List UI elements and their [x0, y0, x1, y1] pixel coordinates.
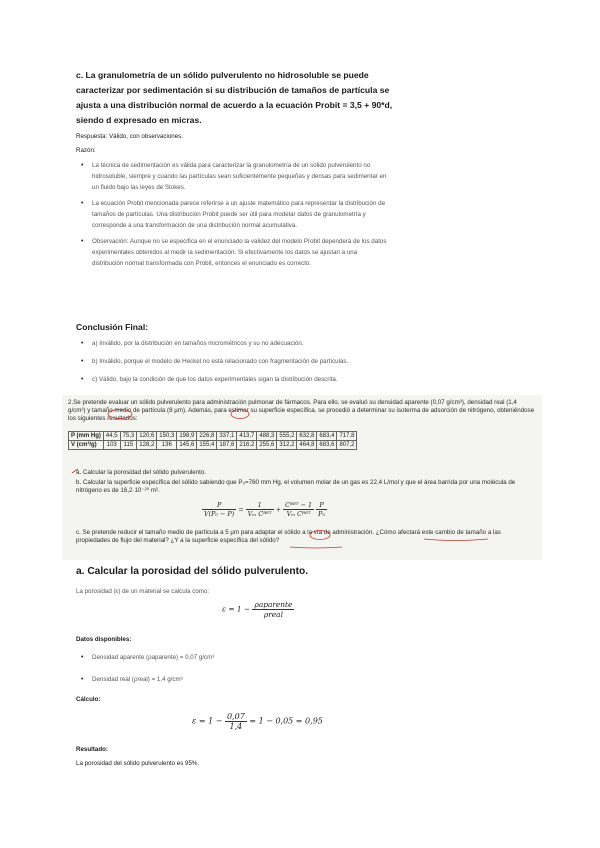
table-cell: 187,6 [217, 441, 237, 450]
bet-equals: = [238, 505, 244, 514]
bet-term2-fraction: $\frac{\text{Cᴮᴱᵀ − 1}}{\text{Vₘ Cᴮᴱᵀ}}$ [285, 501, 313, 518]
table-cell: 150,3 [157, 432, 177, 441]
table-cell: 632,8 [297, 432, 317, 441]
table-header-pressure: P (mm Hg) [69, 432, 104, 441]
conclusion-item: • c) Válido, bajo la condición de que los datos experimentales sigan la distribución descrita. [78, 374, 388, 385]
conclusion-list [78, 338, 388, 392]
table-cell: 807,2 [337, 441, 357, 450]
red-circle-size-mark [231, 410, 249, 419]
bet-plus: + [275, 505, 282, 514]
red-circle-density-mark [108, 410, 132, 419]
formula-fraction: $\frac{\text{ρaparente}}{\text{ρreal}}$ [254, 600, 293, 619]
table-cell: 255,6 [257, 441, 277, 450]
table-cell: 683,4 [317, 432, 337, 441]
reason-bullet-list [78, 160, 388, 274]
table-cell: 413,7 [237, 432, 257, 441]
result-text: La porosidad del sólido pulverulento es 95%. [76, 760, 200, 767]
data-item: • Densidad aparente (ρaparente) = 0,07 g/cm³ [78, 652, 378, 663]
calc-rhs: = 1 − 0,05 = 0,95 [249, 716, 323, 726]
answer-line: Respuesta: Válido, con observaciones. [76, 133, 183, 140]
table-cell: 103 [103, 441, 120, 450]
red-underline-mark-2 [290, 547, 342, 548]
table-cell: 136 [157, 441, 177, 450]
table-cell: 464,8 [297, 441, 317, 450]
table-cell: 337,1 [217, 432, 237, 441]
data-label: Datos disponibles: [76, 636, 132, 643]
calc-fraction: $\frac{0,07}{1,4}$ [226, 712, 245, 731]
reason-bullet: • Observación: Aunque no se especifica en el enunciado la validez del modelo Probit dependerá de los datos experimentales obtenidos al medir la sedimentación. Si efectivamente los datos se ajustan a una distribución normal transformada con Probit, entonces el enunciado es correcto. [78, 236, 388, 269]
table-cell: 128,2 [137, 441, 157, 450]
reason-bullet: • La técnica de sedimentación es válida para caracterizar la granulometría de un sólido pulverulento no hidrosoluble, siempre y cuando las partículas sean suficientemente pequeñas y densas para sedimentar en un fluido bajo las leyes de Stokes. [78, 160, 388, 193]
red-tick-mark [72, 469, 78, 473]
bet-term2-ratio: $\frac{P}{\text{P₀}}$ [318, 501, 326, 518]
part-a-heading: a. Calcular la porosidad del sólido pulverulento. [76, 566, 309, 577]
data-list [78, 652, 378, 690]
data-item: • Densidad real (ρreal) = 1,4 g/cm³ [78, 674, 378, 685]
calc-lhs: ε = 1 − [192, 716, 223, 726]
porosity-calculation [192, 712, 323, 731]
red-circle-5um-mark [310, 531, 330, 540]
conclusion-item: • b) Inválido, porque el modelo de Heckel no está relacionado con fragmentación de partículas. [78, 356, 388, 367]
table-cell: 488,3 [257, 432, 277, 441]
porosity-formula [222, 600, 294, 619]
item-b-text: b. Calcular la superficie específica del sólido sabiendo que P₀=760 mm Hg, el volumen molar de un gas es 22,4 L/mol y que el área barrida por una molécula de nitrógeno es de 16,2·10⁻²⁰ m². [76, 479, 516, 494]
table-cell: 44,5 [103, 432, 120, 441]
table-cell: 75,3 [120, 432, 137, 441]
table-cell: 683,6 [317, 441, 337, 450]
handwritten-marks [62, 395, 542, 560]
formula-lhs: ε = 1 − [222, 604, 251, 614]
table-cell: 717,8 [337, 432, 357, 441]
table-cell: 198,9 [177, 432, 197, 441]
conclusion-title: Conclusión Final: [76, 322, 149, 332]
question-c-title: c. La granulometría de un sólido pulverulento no hidrosoluble se puede caracterizar por sedimentación si su distribución de tamaños de partícula se ajusta a una distribución normal de acuerdo a la ecuación Probit = 3,5 + 90*d, siendo d expresado en micras. [76, 70, 393, 125]
result-label: Resultado: [76, 746, 108, 753]
table-cell: 145,6 [177, 441, 197, 450]
item-c-text: c. Se pretende reducir el tamaño medio de partícula a 5 µm para adaptar el sólido a la vía de administración. ¿Cómo afectará este cambio de tamaño a las propiedades de flujo del material? ¿Y a la superficie específica del sólido? [76, 529, 501, 544]
table-cell: 312,2 [277, 441, 297, 450]
part-a-intro: La porosidad (ε) de un material se calcula como: [76, 588, 210, 595]
table-cell: 216,2 [237, 441, 257, 450]
problem-statement: 2.Se pretende evaluar un sólido pulverulento para administración pulmonar de fármacos. Para ello, se evaluó su densidad aparente (0,07 g/cm³), densidad real (1,4 g/cm³) y tamaño medio de partícula (8 µm). Además, para estimar su superficie específica, se procedió a determinar su isoterma de adsorción de nitrógeno, obteniéndose los siguientes resultados: [68, 399, 535, 422]
red-underline-mark [424, 539, 488, 541]
bet-term1-fraction: $\frac{1}{\text{Vₘ Cᴮᴱᵀ}}$ [247, 501, 272, 518]
item-a-text: a. Calcular la porosidad del sólido pulverulento. [76, 469, 207, 476]
table-cell: 115 [120, 441, 137, 450]
table-cell: 555,2 [277, 432, 297, 441]
bet-lhs-fraction: $\frac{P}{\text{V(P₀ − P)}}$ [204, 501, 235, 518]
table-header-volume: V (cm³/g) [69, 441, 104, 450]
reason-bullet: • La ecuación Probit mencionada parece referirse a un ajuste matemático para representar la distribución de tamaños de partículas. Una distribución Probit puede ser útil para modelar datos de granulometría y corresponde a una transformación de una distribución normal acumulativa. [78, 198, 388, 231]
table-cell: 120,6 [137, 432, 157, 441]
table-cell: 155,4 [197, 441, 217, 450]
conclusion-item: • a) Inválido, por la distribución en tamaños micrométricos y su no adecuación. [78, 338, 388, 349]
table-cell: 226,8 [197, 432, 217, 441]
reason-label: Razón: [76, 147, 96, 154]
scanned-problem-image [62, 395, 542, 560]
calc-label: Cálculo: [76, 696, 101, 703]
